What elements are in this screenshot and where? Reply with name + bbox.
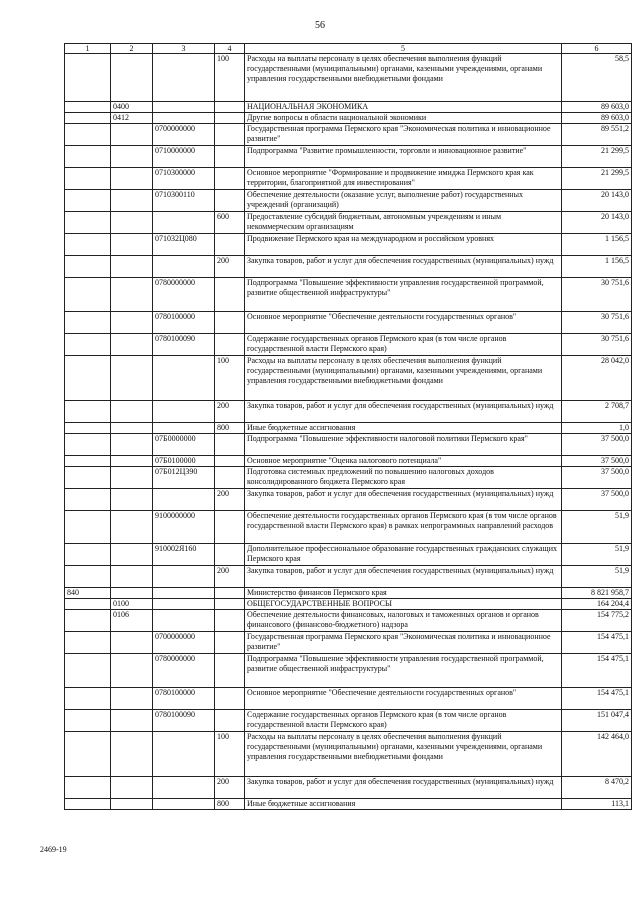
section-code-cell	[111, 799, 153, 810]
section-code-cell	[111, 423, 153, 434]
description-cell: Государственная программа Пермского края "Экономическая политика и инновационное развитие"	[245, 124, 562, 146]
budget-table	[64, 43, 632, 810]
target-item-code-cell	[153, 212, 215, 234]
amount-cell: 20 143,0	[562, 212, 632, 234]
target-item-code-cell: 9100000000	[153, 511, 215, 544]
expense-type-code-cell	[215, 113, 245, 124]
amount-cell: 30 751,6	[562, 278, 632, 312]
description-cell: Закупка товаров, работ и услуг для обеспечения государственных (муниципальных) нужд	[245, 401, 562, 423]
table-row	[65, 777, 632, 799]
table-row	[65, 423, 632, 434]
target-item-code-cell	[153, 566, 215, 588]
table-row	[65, 654, 632, 688]
section-code-cell	[111, 467, 153, 489]
target-item-code-cell	[153, 54, 215, 102]
table-row	[65, 234, 632, 256]
table-row	[65, 467, 632, 489]
column-header: 3	[153, 44, 215, 54]
expense-type-code-cell: 200	[215, 777, 245, 799]
amount-cell: 37 500,0	[562, 456, 632, 467]
section-code-cell	[111, 654, 153, 688]
description-cell: Содержание государственных органов Пермского края (в том числе органов государственной власти Пермского края)	[245, 334, 562, 356]
expense-type-code-cell	[215, 456, 245, 467]
department-code-cell	[65, 434, 111, 456]
department-code-cell	[65, 113, 111, 124]
department-code-cell	[65, 732, 111, 777]
column-header: 5	[245, 44, 562, 54]
description-cell: Иные бюджетные ассигнования	[245, 423, 562, 434]
amount-cell: 1 156,5	[562, 256, 632, 278]
department-code-cell	[65, 334, 111, 356]
amount-cell: 8 470,2	[562, 777, 632, 799]
section-code-cell	[111, 54, 153, 102]
target-item-code-cell: 07Б0100000	[153, 456, 215, 467]
section-code-cell: 0412	[111, 113, 153, 124]
table-row	[65, 434, 632, 456]
table-row	[65, 566, 632, 588]
expense-type-code-cell	[215, 511, 245, 544]
table-body	[65, 54, 632, 810]
amount-cell: 37 500,0	[562, 489, 632, 511]
target-item-code-cell: 0710300110	[153, 190, 215, 212]
amount-cell: 89 603,0	[562, 102, 632, 113]
table-row	[65, 710, 632, 732]
table-row	[65, 54, 632, 102]
table-row	[65, 632, 632, 654]
target-item-code-cell: 0710000000	[153, 146, 215, 168]
target-item-code-cell	[153, 610, 215, 632]
section-code-cell	[111, 588, 153, 599]
section-code-cell	[111, 511, 153, 544]
section-code-cell	[111, 544, 153, 566]
section-code-cell	[111, 356, 153, 401]
table-row	[65, 256, 632, 278]
amount-cell: 142 464,0	[562, 732, 632, 777]
section-code-cell	[111, 168, 153, 190]
department-code-cell	[65, 511, 111, 544]
table-row	[65, 113, 632, 124]
description-cell: Обеспечение деятельности (оказание услуг, выполнение работ) государственных учреждений (организаций)	[245, 190, 562, 212]
section-code-cell	[111, 632, 153, 654]
amount-cell: 2 708,7	[562, 401, 632, 423]
column-header: 6	[562, 44, 632, 54]
expense-type-code-cell	[215, 334, 245, 356]
department-code-cell	[65, 688, 111, 710]
department-code-cell	[65, 799, 111, 810]
table-row	[65, 732, 632, 777]
section-code-cell	[111, 688, 153, 710]
amount-cell: 21 299,5	[562, 146, 632, 168]
amount-cell: 30 751,6	[562, 334, 632, 356]
amount-cell: 89 603,0	[562, 113, 632, 124]
description-cell: НАЦИОНАЛЬНАЯ ЭКОНОМИКА	[245, 102, 562, 113]
amount-cell: 151 047,4	[562, 710, 632, 732]
target-item-code-cell: 07Б012Ц390	[153, 467, 215, 489]
expense-type-code-cell	[215, 588, 245, 599]
expense-type-code-cell	[215, 190, 245, 212]
description-cell: Предоставление субсидий бюджетным, автономным учреждениям и иным некоммерческим организациям	[245, 212, 562, 234]
description-cell: Подпрограмма "Повышение эффективности управления государственной программой, развитие общественной инфраструктуры"	[245, 654, 562, 688]
section-code-cell	[111, 190, 153, 212]
section-code-cell	[111, 434, 153, 456]
target-item-code-cell: 0700000000	[153, 632, 215, 654]
target-item-code-cell: 071032Ц080	[153, 234, 215, 256]
expense-type-code-cell	[215, 654, 245, 688]
column-header: 2	[111, 44, 153, 54]
department-code-cell	[65, 610, 111, 632]
amount-cell: 51,9	[562, 511, 632, 544]
department-code-cell	[65, 654, 111, 688]
expense-type-code-cell	[215, 312, 245, 334]
target-item-code-cell: 0780000000	[153, 278, 215, 312]
expense-type-code-cell: 800	[215, 799, 245, 810]
section-code-cell	[111, 256, 153, 278]
amount-cell: 58,5	[562, 54, 632, 102]
description-cell: Основное мероприятие "Оценка налогового потенциала"	[245, 456, 562, 467]
target-item-code-cell: 0710300000	[153, 168, 215, 190]
table-row	[65, 356, 632, 401]
description-cell: Закупка товаров, работ и услуг для обеспечения государственных (муниципальных) нужд	[245, 566, 562, 588]
amount-cell: 51,9	[562, 566, 632, 588]
table-row	[65, 212, 632, 234]
section-code-cell	[111, 566, 153, 588]
table-row	[65, 588, 632, 599]
table-row	[65, 799, 632, 810]
section-code-cell	[111, 312, 153, 334]
section-code-cell: 0106	[111, 610, 153, 632]
section-code-cell	[111, 334, 153, 356]
description-cell: Основное мероприятие "Формирование и продвижение имиджа Пермского края как территории, благоприятной для инвестирования"	[245, 168, 562, 190]
description-cell: Другие вопросы в области национальной экономики	[245, 113, 562, 124]
department-code-cell	[65, 456, 111, 467]
target-item-code-cell: 0780100090	[153, 710, 215, 732]
expense-type-code-cell	[215, 234, 245, 256]
description-cell: Основное мероприятие "Обеспечение деятельности государственных органов"	[245, 688, 562, 710]
department-code-cell	[65, 212, 111, 234]
target-item-code-cell	[153, 777, 215, 799]
section-code-cell	[111, 710, 153, 732]
description-cell: Государственная программа Пермского края "Экономическая политика и инновационное развитие"	[245, 632, 562, 654]
amount-cell: 8 821 958,7	[562, 588, 632, 599]
description-cell: Подпрограмма "Развитие промышленности, торговли и инновационное развитие"	[245, 146, 562, 168]
expense-type-code-cell: 200	[215, 489, 245, 511]
section-code-cell	[111, 456, 153, 467]
section-code-cell: 0400	[111, 102, 153, 113]
section-code-cell: 0100	[111, 599, 153, 610]
table-row	[65, 168, 632, 190]
target-item-code-cell: 07Б0000000	[153, 434, 215, 456]
department-code-cell	[65, 544, 111, 566]
expense-type-code-cell	[215, 434, 245, 456]
amount-cell: 164 204,4	[562, 599, 632, 610]
table-row	[65, 312, 632, 334]
expense-type-code-cell: 100	[215, 54, 245, 102]
description-cell: Обеспечение деятельности государственных органов Пермского края (в том числе органов государственной власти Пермского края) в рамках непрограммных направлений расходов	[245, 511, 562, 544]
expense-type-code-cell: 200	[215, 401, 245, 423]
amount-cell: 89 551,2	[562, 124, 632, 146]
expense-type-code-cell	[215, 278, 245, 312]
target-item-code-cell: 0700000000	[153, 124, 215, 146]
description-cell: Расходы на выплаты персоналу в целях обеспечения выполнения функций государственными (муниципальными) органами, казенными учреждениями, органами управления государственными внебюджетными фондами	[245, 54, 562, 102]
department-code-cell	[65, 234, 111, 256]
target-item-code-cell	[153, 588, 215, 599]
expense-type-code-cell: 200	[215, 566, 245, 588]
expense-type-code-cell: 600	[215, 212, 245, 234]
description-cell: Подпрограмма "Повышение эффективности управления государственной программой, развитие общественной инфраструктуры"	[245, 278, 562, 312]
section-code-cell	[111, 777, 153, 799]
target-item-code-cell	[153, 489, 215, 511]
expense-type-code-cell	[215, 688, 245, 710]
table-row	[65, 489, 632, 511]
target-item-code-cell: 0780000000	[153, 654, 215, 688]
expense-type-code-cell	[215, 102, 245, 113]
amount-cell: 30 751,6	[562, 312, 632, 334]
target-item-code-cell	[153, 732, 215, 777]
footer-code: 2469-19	[40, 845, 67, 854]
department-code-cell	[65, 401, 111, 423]
department-code-cell	[65, 777, 111, 799]
department-code-cell	[65, 423, 111, 434]
target-item-code-cell	[153, 102, 215, 113]
section-code-cell	[111, 489, 153, 511]
table-header-row	[65, 44, 632, 54]
table-row	[65, 278, 632, 312]
target-item-code-cell: 0780100090	[153, 334, 215, 356]
amount-cell: 154 475,1	[562, 654, 632, 688]
column-header: 4	[215, 44, 245, 54]
description-cell: Расходы на выплаты персоналу в целях обеспечения выполнения функций государственными (муниципальными) органами, казенными учреждениями, органами управления государственными внебюджетными фондами	[245, 356, 562, 401]
target-item-code-cell	[153, 423, 215, 434]
department-code-cell	[65, 710, 111, 732]
target-item-code-cell	[153, 799, 215, 810]
amount-cell: 113,1	[562, 799, 632, 810]
target-item-code-cell	[153, 256, 215, 278]
expense-type-code-cell: 800	[215, 423, 245, 434]
table-row	[65, 610, 632, 632]
description-cell: Содержание государственных органов Пермского края (в том числе органов государственной власти Пермского края)	[245, 710, 562, 732]
amount-cell: 21 299,5	[562, 168, 632, 190]
description-cell: Подпрограмма "Повышение эффективности налоговой политики Пермского края"	[245, 434, 562, 456]
section-code-cell	[111, 234, 153, 256]
description-cell: Продвижение Пермского края на международном и российском уровнях	[245, 234, 562, 256]
description-cell: Дополнительное профессиональное образование государственных гражданских служащих Пермского края	[245, 544, 562, 566]
expense-type-code-cell	[215, 146, 245, 168]
target-item-code-cell	[153, 356, 215, 401]
table-row	[65, 146, 632, 168]
table-row	[65, 190, 632, 212]
amount-cell: 51,9	[562, 544, 632, 566]
table-row	[65, 511, 632, 544]
amount-cell: 154 775,2	[562, 610, 632, 632]
department-code-cell: 840	[65, 588, 111, 599]
department-code-cell	[65, 102, 111, 113]
department-code-cell	[65, 599, 111, 610]
amount-cell: 20 143,0	[562, 190, 632, 212]
amount-cell: 37 500,0	[562, 434, 632, 456]
table-row	[65, 688, 632, 710]
target-item-code-cell	[153, 599, 215, 610]
expense-type-code-cell: 200	[215, 256, 245, 278]
table-row	[65, 124, 632, 146]
amount-cell: 154 475,1	[562, 688, 632, 710]
department-code-cell	[65, 312, 111, 334]
column-header: 1	[65, 44, 111, 54]
description-cell: Иные бюджетные ассигнования	[245, 799, 562, 810]
table-row	[65, 401, 632, 423]
table-row	[65, 544, 632, 566]
department-code-cell	[65, 256, 111, 278]
amount-cell: 37 500,0	[562, 467, 632, 489]
target-item-code-cell: 0780100000	[153, 312, 215, 334]
expense-type-code-cell	[215, 544, 245, 566]
target-item-code-cell: 910002Я160	[153, 544, 215, 566]
expense-type-code-cell: 100	[215, 732, 245, 777]
table-row	[65, 599, 632, 610]
expense-type-code-cell	[215, 610, 245, 632]
description-cell: Расходы на выплаты персоналу в целях обеспечения выполнения функций государственными (муниципальными) органами, казенными учреждениями, органами управления государственными внебюджетными фондами	[245, 732, 562, 777]
section-code-cell	[111, 146, 153, 168]
amount-cell: 28 042,0	[562, 356, 632, 401]
amount-cell: 1 156,5	[562, 234, 632, 256]
section-code-cell	[111, 732, 153, 777]
table-row	[65, 102, 632, 113]
target-item-code-cell: 0780100000	[153, 688, 215, 710]
department-code-cell	[65, 278, 111, 312]
expense-type-code-cell	[215, 632, 245, 654]
target-item-code-cell	[153, 401, 215, 423]
department-code-cell	[65, 54, 111, 102]
table-row	[65, 334, 632, 356]
section-code-cell	[111, 278, 153, 312]
description-cell: Закупка товаров, работ и услуг для обеспечения государственных (муниципальных) нужд	[245, 777, 562, 799]
department-code-cell	[65, 356, 111, 401]
description-cell: Подготовка системных предложений по повышению налоговых доходов консолидированного бюджета Пермского края	[245, 467, 562, 489]
table-row	[65, 456, 632, 467]
expense-type-code-cell	[215, 599, 245, 610]
department-code-cell	[65, 632, 111, 654]
department-code-cell	[65, 168, 111, 190]
expense-type-code-cell	[215, 467, 245, 489]
department-code-cell	[65, 489, 111, 511]
amount-cell: 154 475,1	[562, 632, 632, 654]
section-code-cell	[111, 401, 153, 423]
amount-cell: 1,0	[562, 423, 632, 434]
description-cell: Закупка товаров, работ и услуг для обеспечения государственных (муниципальных) нужд	[245, 256, 562, 278]
department-code-cell	[65, 146, 111, 168]
description-cell: Закупка товаров, работ и услуг для обеспечения государственных (муниципальных) нужд	[245, 489, 562, 511]
department-code-cell	[65, 566, 111, 588]
department-code-cell	[65, 467, 111, 489]
description-cell: Министерство финансов Пермского края	[245, 588, 562, 599]
description-cell: ОБЩЕГОСУДАРСТВЕННЫЕ ВОПРОСЫ	[245, 599, 562, 610]
description-cell: Основное мероприятие "Обеспечение деятельности государственных органов"	[245, 312, 562, 334]
description-cell: Обеспечение деятельности финансовых, налоговых и таможенных органов и органов финансового (финансово-бюджетного) надзора	[245, 610, 562, 632]
department-code-cell	[65, 190, 111, 212]
expense-type-code-cell	[215, 124, 245, 146]
department-code-cell	[65, 124, 111, 146]
expense-type-code-cell: 100	[215, 356, 245, 401]
expense-type-code-cell	[215, 168, 245, 190]
page-number: 56	[315, 20, 325, 31]
target-item-code-cell	[153, 113, 215, 124]
section-code-cell	[111, 212, 153, 234]
expense-type-code-cell	[215, 710, 245, 732]
section-code-cell	[111, 124, 153, 146]
